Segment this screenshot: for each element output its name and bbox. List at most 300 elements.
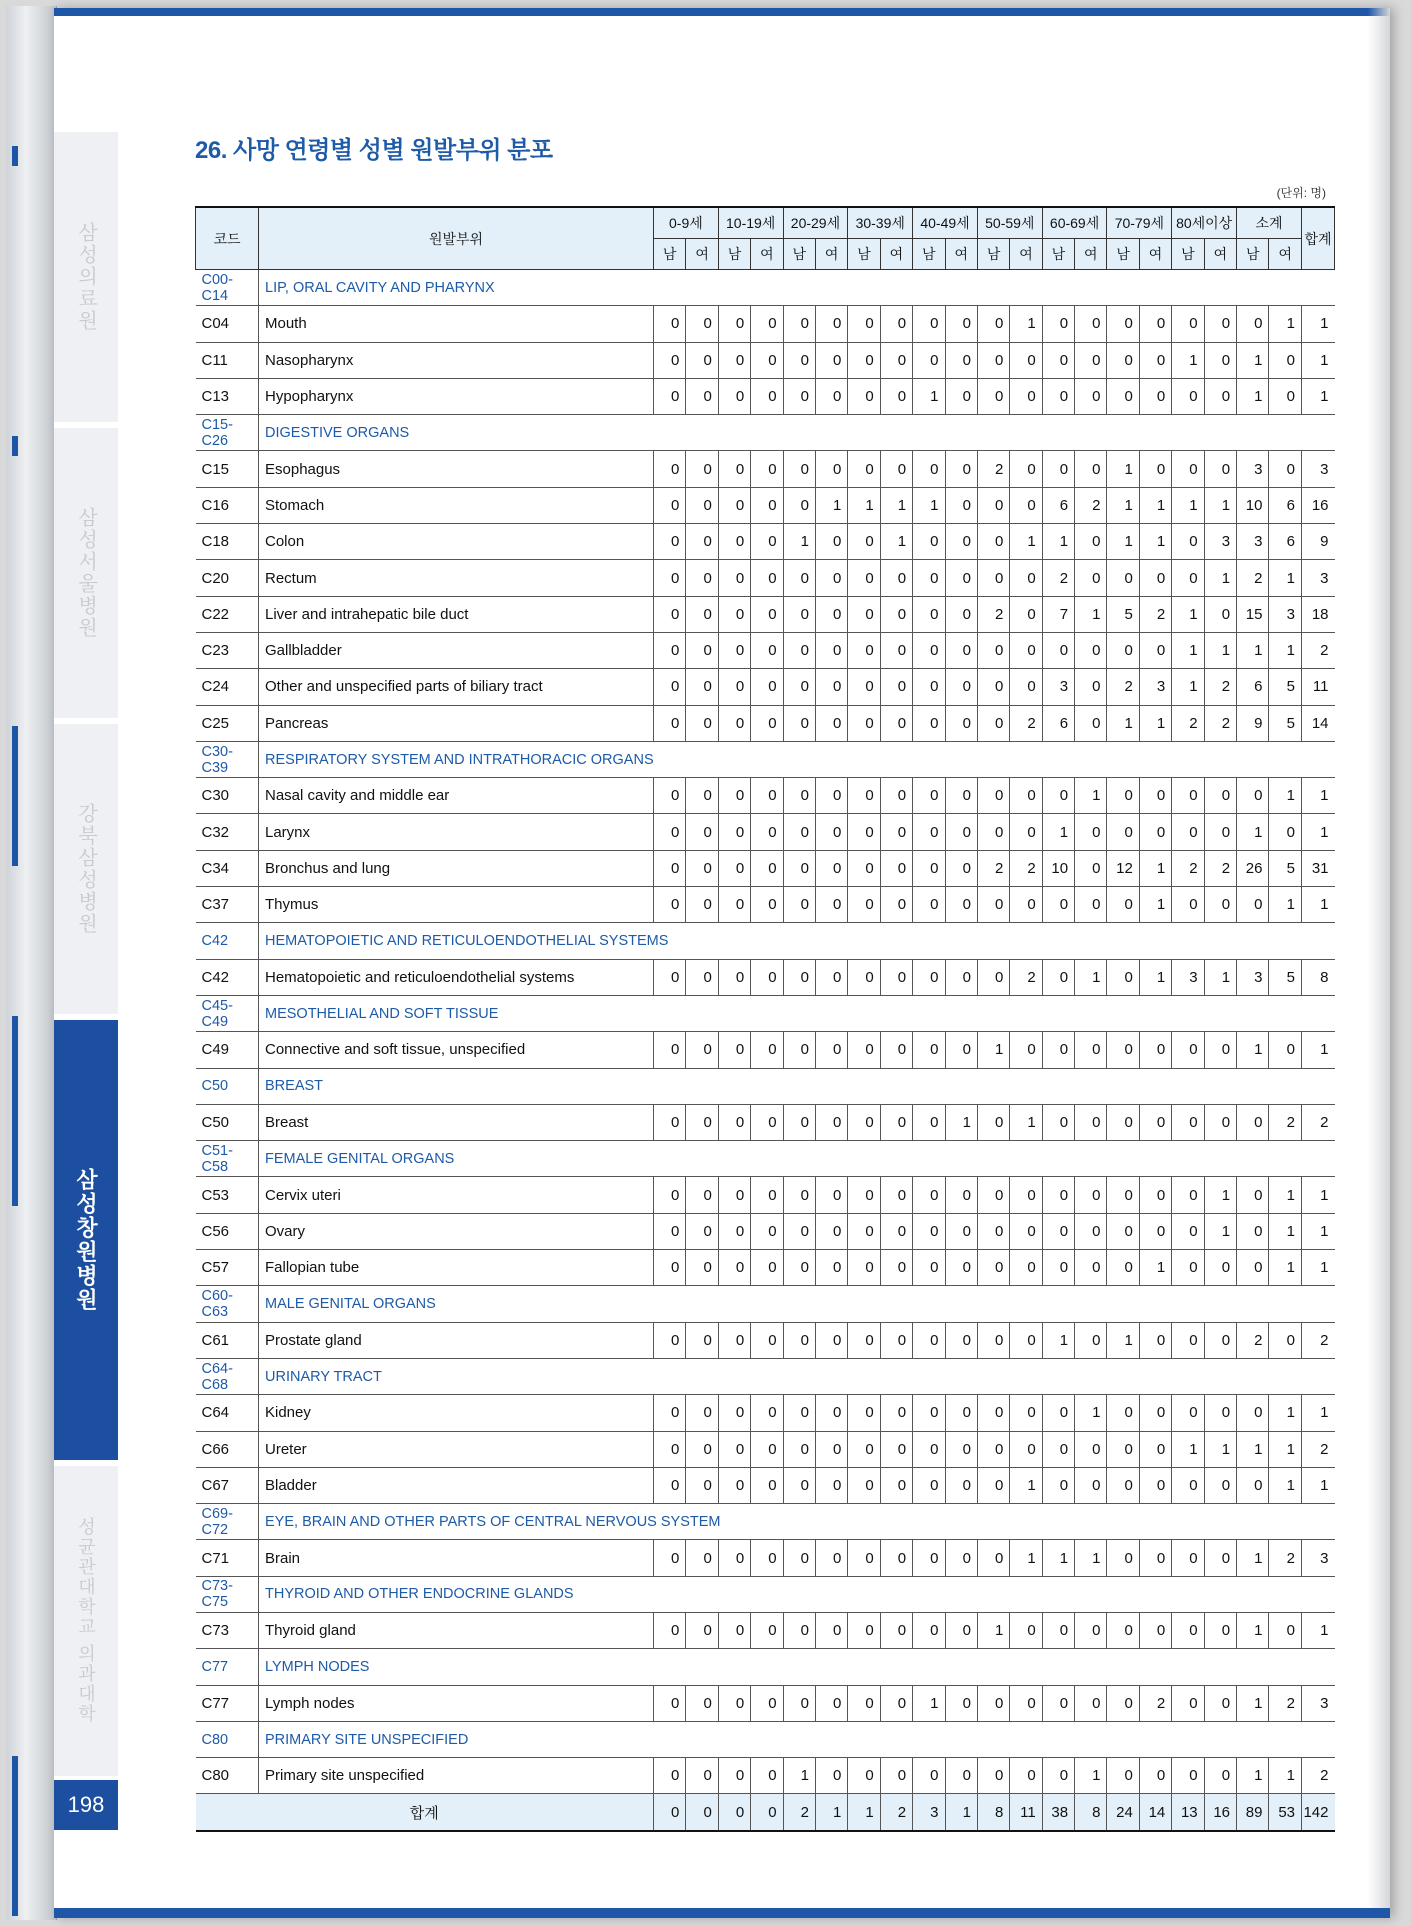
row-value: 0 [848,451,880,487]
spine-stripe [12,146,18,166]
row-value: 0 [815,778,847,814]
row-site: Breast [259,1104,654,1140]
row-code: C34 [196,850,259,886]
row-value: 0 [977,1322,1009,1358]
row-value: 0 [880,778,912,814]
category-code: C30-C39 [196,741,259,777]
total-value: 3 [913,1794,945,1831]
row-value: 0 [848,524,880,560]
row-value: 0 [1010,1250,1042,1286]
row-value: 0 [945,1540,977,1576]
category-code: C69-C72 [196,1504,259,1540]
category-name: LYMPH NODES [259,1649,1335,1685]
row-value: 0 [1075,306,1107,342]
row-value: 0 [977,524,1009,560]
row-value: 0 [977,342,1009,378]
row-code: C50 [196,1104,259,1140]
row-value: 0 [654,306,686,342]
row-site: Bronchus and lung [259,850,654,886]
row-value: 0 [718,524,750,560]
row-value: 1 [1269,778,1302,814]
row-value: 0 [1010,1032,1042,1068]
row-value: 0 [945,669,977,705]
row-code: C71 [196,1540,259,1576]
row-value: 0 [945,1322,977,1358]
row-value: 0 [751,778,783,814]
row-value: 0 [751,705,783,741]
row-code: C16 [196,487,259,523]
row-value: 0 [880,1758,912,1794]
row-value: 2 [1010,959,1042,995]
row-value: 0 [913,632,945,668]
row-value: 0 [945,451,977,487]
category-name: MESOTHELIAL AND SOFT TISSUE [259,995,1335,1031]
row-value: 2 [1269,1685,1302,1721]
header-male: 남 [718,239,750,270]
row-value: 0 [686,1322,718,1358]
row-value: 0 [1172,560,1204,596]
row-value: 0 [686,850,718,886]
row-value: 0 [686,887,718,923]
side-tab-label: 삼성의료원 [74,222,97,332]
row-site: Thyroid gland [259,1612,654,1648]
table-row [196,451,1335,487]
row-site: Connective and soft tissue, unspecified [259,1032,654,1068]
row-value: 1 [1107,705,1139,741]
row-value: 2 [1204,850,1236,886]
row-value: 0 [1172,1032,1204,1068]
row-value: 11 [1302,669,1335,705]
total-value: 0 [686,1794,718,1831]
row-value: 0 [751,342,783,378]
row-value: 0 [880,451,912,487]
row-value: 0 [1237,306,1269,342]
row-value: 0 [1107,632,1139,668]
row-value: 0 [686,814,718,850]
category-name: FEMALE GENITAL ORGANS [259,1141,1335,1177]
table-row [196,1032,1335,1068]
row-value: 0 [1172,1250,1204,1286]
row-value: 0 [718,342,750,378]
row-value: 0 [848,1177,880,1213]
row-value: 0 [913,850,945,886]
row-value: 0 [1107,1685,1139,1721]
row-value: 0 [1172,887,1204,923]
row-value: 1 [1042,1540,1074,1576]
table-row [196,378,1335,414]
row-value: 0 [654,524,686,560]
category-row [196,1286,1335,1322]
row-value: 1 [1075,1758,1107,1794]
row-value: 0 [913,1322,945,1358]
total-value: 13 [1172,1794,1204,1831]
row-value: 0 [1042,1431,1074,1467]
table-row [196,306,1335,342]
row-value: 1 [1269,306,1302,342]
row-value: 0 [1042,451,1074,487]
row-value: 0 [783,850,815,886]
row-value: 0 [1075,1685,1107,1721]
table-row [196,705,1335,741]
row-value: 0 [1075,814,1107,850]
row-value: 0 [1075,378,1107,414]
row-value: 0 [1010,596,1042,632]
row-value: 0 [945,1685,977,1721]
row-value: 0 [848,1467,880,1503]
row-value: 0 [718,1032,750,1068]
row-value: 1 [1042,524,1074,560]
row-value: 0 [654,887,686,923]
row-code: C56 [196,1213,259,1249]
row-value: 0 [783,1213,815,1249]
row-value: 0 [848,1322,880,1358]
category-code: C45-C49 [196,995,259,1031]
row-value: 0 [1010,1685,1042,1721]
row-value: 0 [654,378,686,414]
header-female: 여 [815,239,847,270]
row-value: 0 [880,632,912,668]
row-value: 0 [1075,850,1107,886]
row-value: 2 [1269,1104,1302,1140]
row-value: 0 [815,306,847,342]
row-value: 1 [1139,705,1171,741]
row-value: 6 [1042,705,1074,741]
row-site: Cervix uteri [259,1177,654,1213]
row-code: C15 [196,451,259,487]
row-value: 0 [815,560,847,596]
row-value: 0 [815,1104,847,1140]
row-value: 0 [783,669,815,705]
row-value: 1 [1269,1395,1302,1431]
row-site: Kidney [259,1395,654,1431]
row-value: 0 [1075,887,1107,923]
row-value: 0 [913,1758,945,1794]
row-value: 0 [686,1431,718,1467]
row-value: 1 [783,1758,815,1794]
row-value: 0 [1075,451,1107,487]
row-value: 0 [913,959,945,995]
row-value: 1 [1269,560,1302,596]
row-value: 0 [1172,1213,1204,1249]
category-code: C50 [196,1068,259,1104]
row-value: 0 [718,560,750,596]
row-value: 0 [783,378,815,414]
row-value: 0 [1075,1431,1107,1467]
row-value: 0 [1107,1431,1139,1467]
row-value: 2 [977,451,1009,487]
row-value: 0 [686,1177,718,1213]
row-value: 0 [751,1540,783,1576]
row-value: 0 [718,850,750,886]
row-value: 0 [1204,887,1236,923]
row-value: 0 [686,378,718,414]
row-value: 1 [1139,959,1171,995]
row-value: 0 [913,306,945,342]
row-value: 2 [1237,1322,1269,1358]
row-value: 0 [848,632,880,668]
row-value: 0 [1042,342,1074,378]
row-value: 0 [880,1177,912,1213]
row-value: 0 [880,342,912,378]
row-value: 1 [1237,1540,1269,1576]
row-code: C80 [196,1758,259,1794]
header-female: 여 [880,239,912,270]
row-value: 1 [1204,632,1236,668]
row-value: 0 [1107,1467,1139,1503]
row-value: 0 [1204,378,1236,414]
header-female: 여 [1010,239,1042,270]
row-value: 0 [815,632,847,668]
row-value: 0 [1237,1395,1269,1431]
row-site: Fallopian tube [259,1250,654,1286]
row-value: 0 [815,1467,847,1503]
row-value: 1 [1010,1467,1042,1503]
row-value: 0 [880,669,912,705]
row-value: 0 [686,1612,718,1648]
row-value: 0 [945,306,977,342]
row-value: 0 [977,1104,1009,1140]
row-value: 1 [1172,1431,1204,1467]
row-value: 1 [880,524,912,560]
row-value: 0 [1204,1685,1236,1721]
header-male: 남 [1237,239,1269,270]
row-value: 0 [1107,560,1139,596]
row-value: 0 [913,1250,945,1286]
category-row [196,1068,1335,1104]
row-value: 8 [1302,959,1335,995]
row-value: 0 [686,1213,718,1249]
table-row [196,1612,1335,1648]
row-value: 0 [913,705,945,741]
row-value: 0 [880,1250,912,1286]
row-value: 0 [913,1032,945,1068]
row-value: 0 [815,378,847,414]
row-value: 0 [977,887,1009,923]
row-value: 1 [1302,1032,1335,1068]
row-value: 0 [1010,1322,1042,1358]
row-value: 0 [880,306,912,342]
row-value: 0 [686,1395,718,1431]
row-value: 0 [945,850,977,886]
row-value: 0 [1042,378,1074,414]
row-value: 0 [1010,1612,1042,1648]
row-value: 0 [945,1612,977,1648]
header-female: 여 [686,239,718,270]
row-value: 0 [1204,778,1236,814]
category-name: LIP, ORAL CAVITY AND PHARYNX [259,270,1335,306]
row-value: 0 [654,632,686,668]
row-value: 0 [1075,524,1107,560]
header-total: 합계 [1302,207,1335,270]
row-value: 0 [751,1322,783,1358]
row-value: 0 [1237,1104,1269,1140]
row-value: 1 [1237,814,1269,850]
row-value: 0 [654,560,686,596]
row-value: 1 [1237,1685,1269,1721]
row-value: 0 [848,596,880,632]
side-tab-samsung-seoul[interactable] [54,428,118,718]
row-value: 0 [880,1395,912,1431]
header-age-group: 50-59세 [977,207,1042,239]
row-value: 2 [977,596,1009,632]
row-code: C57 [196,1250,259,1286]
table-row [196,1104,1335,1140]
row-value: 0 [880,1685,912,1721]
table-row [196,560,1335,596]
row-value: 0 [1107,1104,1139,1140]
category-name: MALE GENITAL ORGANS [259,1286,1335,1322]
row-value: 0 [1042,1685,1074,1721]
row-value: 2 [1302,632,1335,668]
row-value: 0 [1269,1322,1302,1358]
row-value: 0 [1075,1177,1107,1213]
row-value: 1 [1010,1104,1042,1140]
row-value: 1 [1172,669,1204,705]
row-value: 0 [945,1177,977,1213]
row-value: 0 [1010,487,1042,523]
row-value: 2 [1010,705,1042,741]
row-value: 0 [880,560,912,596]
row-value: 0 [977,1213,1009,1249]
header-code: 코드 [196,207,259,270]
row-value: 1 [1269,887,1302,923]
row-value: 0 [1042,1467,1074,1503]
row-value: 0 [945,887,977,923]
row-value: 1 [1172,632,1204,668]
row-value: 0 [945,705,977,741]
side-tab-kangbuk-samsung[interactable] [54,724,118,1014]
row-value: 0 [783,1467,815,1503]
row-code: C32 [196,814,259,850]
row-value: 1 [1107,487,1139,523]
row-value: 0 [977,1177,1009,1213]
row-value: 1 [1269,1431,1302,1467]
row-value: 1 [1075,959,1107,995]
row-value: 0 [848,778,880,814]
row-value: 0 [751,1395,783,1431]
row-value: 0 [783,1685,815,1721]
row-value: 0 [945,959,977,995]
side-tab-samsung-changwon[interactable] [54,1020,118,1460]
table-row [196,1395,1335,1431]
row-value: 0 [718,378,750,414]
total-value: 38 [1042,1794,1074,1831]
row-value: 3 [1204,524,1236,560]
row-value: 0 [718,1540,750,1576]
row-value: 0 [1237,1467,1269,1503]
row-value: 0 [977,1431,1009,1467]
row-value: 0 [686,959,718,995]
row-value: 0 [654,1250,686,1286]
row-value: 0 [654,705,686,741]
row-value: 0 [783,778,815,814]
row-value: 0 [848,1612,880,1648]
row-value: 0 [945,778,977,814]
category-code: C80 [196,1721,259,1757]
row-value: 0 [913,778,945,814]
row-value: 0 [1010,1177,1042,1213]
row-value: 7 [1042,596,1074,632]
row-value: 0 [945,487,977,523]
row-value: 0 [977,1758,1009,1794]
table-row [196,1322,1335,1358]
row-value: 0 [913,669,945,705]
table-row [196,778,1335,814]
row-site: Thymus [259,887,654,923]
row-value: 0 [815,1250,847,1286]
table-row [196,959,1335,995]
total-value: 11 [1010,1794,1042,1831]
row-value: 0 [977,306,1009,342]
row-value: 2 [1139,1685,1171,1721]
row-value: 0 [1107,1250,1139,1286]
row-value: 0 [977,1250,1009,1286]
header-male: 남 [848,239,880,270]
row-value: 1 [1139,1250,1171,1286]
row-value: 3 [1172,959,1204,995]
row-value: 0 [848,560,880,596]
row-value: 0 [880,1322,912,1358]
row-value: 0 [1010,814,1042,850]
row-value: 0 [686,306,718,342]
row-value: 5 [1107,596,1139,632]
row-value: 0 [654,1431,686,1467]
header-female: 여 [1075,239,1107,270]
row-value: 0 [880,705,912,741]
row-value: 0 [1269,342,1302,378]
row-value: 0 [686,560,718,596]
row-value: 0 [686,524,718,560]
row-value: 0 [913,1540,945,1576]
row-value: 0 [1204,1395,1236,1431]
row-value: 0 [1204,1612,1236,1648]
row-value: 0 [718,1177,750,1213]
row-value: 0 [848,1032,880,1068]
row-value: 3 [1302,1685,1335,1721]
page-title: 26. 사망 연령별 성별 원발부위 분포 [195,137,553,164]
row-value: 0 [848,342,880,378]
total-value: 142 [1302,1794,1335,1831]
row-value: 0 [783,814,815,850]
row-value: 0 [783,1177,815,1213]
row-value: 0 [1204,596,1236,632]
row-value: 0 [815,1032,847,1068]
category-code: C64-C68 [196,1358,259,1394]
row-value: 3 [1302,1540,1335,1576]
row-value: 0 [1269,378,1302,414]
spine-stripe [12,1016,18,1206]
row-value: 0 [945,632,977,668]
row-value: 2 [1075,487,1107,523]
row-value: 1 [1075,1540,1107,1576]
row-value: 0 [718,1431,750,1467]
row-value: 0 [654,1612,686,1648]
table-row [196,1758,1335,1794]
side-tab-skku-medicine[interactable] [54,1466,118,1776]
row-code: C73 [196,1612,259,1648]
side-tab-samsung-medical[interactable] [54,132,118,422]
row-value: 0 [880,850,912,886]
header-age-group: 0-9세 [654,207,719,239]
row-value: 0 [1172,1395,1204,1431]
side-tab-label: 삼성서울병원 [74,507,97,639]
row-value: 1 [1139,850,1171,886]
category-row [196,1721,1335,1757]
row-value: 0 [654,342,686,378]
row-code: C37 [196,887,259,923]
row-value: 1 [977,1032,1009,1068]
row-value: 0 [783,1395,815,1431]
